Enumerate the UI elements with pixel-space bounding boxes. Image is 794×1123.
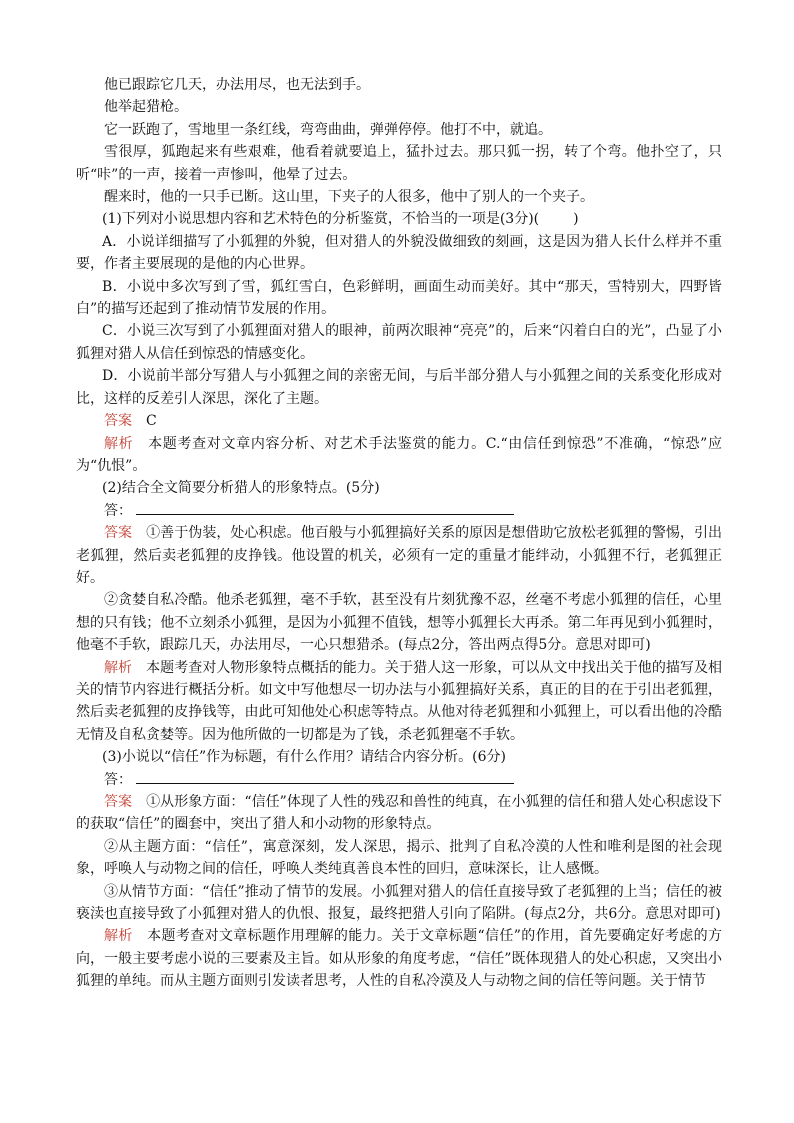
answer-prompt: 答： <box>104 502 132 519</box>
analysis-label: 解析 <box>104 659 133 676</box>
question-3-answer-point: ③从情节方面：“信任”推动了情节的发展。小狐狸对猎人的信任直接导致了老狐狸的上当；信任的被亵渎也直接导致了小狐狸对猎人的仇恨、报复，最终把猎人引向了陷阱。(每点2分，共6分。意思对即可) <box>76 883 722 923</box>
question-2-stem: (2)结合全文简要分析猎人的形象特点。(5分) <box>102 480 380 497</box>
analysis-label: 解析 <box>104 928 133 945</box>
answer-label: 答案 <box>104 413 132 430</box>
question-1-analysis <box>76 433 722 478</box>
question-3-answer-line <box>76 769 722 791</box>
story-paragraph: 醒来时，他的一只手已断。这山里，下夹子的人很多，他中了别人的一个夹子。 <box>104 189 594 206</box>
answer-value: C <box>146 413 157 430</box>
option-b: B．小说中多次写到了雪，狐红雪白，色彩鲜明，画面生动而美好。其中“那天，雪特别大，四野皆白”的描写还起到了推动情节发展的作用。 <box>76 278 722 318</box>
story-paragraph: 它一跃跑了，雪地里一条红线，弯弯曲曲，弹弹停停。他打不中，就追。 <box>104 121 552 138</box>
analysis-label: 解析 <box>104 435 134 452</box>
option-c: C．小说三次写到了小狐狸面对猎人的眼神，前两次眼神“亮亮”的，后来“闪着白白的光”，凸显了小狐狸对猎人从信任到惊恐的情感变化。 <box>76 323 722 362</box>
option-a: A．小说详细描写了小狐狸的外貌，但对猎人的外貌没做细致的刻画，这是因为猎人长什么样并不重要，作者主要展现的是他的内心世界。 <box>76 233 722 273</box>
question-1-stem-text: (1)下列对小说思想内容和艺术特色的分析鉴赏，不恰当的一项是(3分)( <box>102 211 540 228</box>
question-2-analysis <box>76 657 722 747</box>
story-paragraph: 他已跟踪它几天，办法用尽，也无法到手。 <box>104 77 370 93</box>
question-1-stem <box>76 208 722 230</box>
answer-label: 答案 <box>104 525 133 542</box>
question-2-answer <box>76 522 722 589</box>
analysis-text: 本题考查对人物形象特点概括的能力。关于猎人这一形象，可以从文中找出关于他的描写及相关的情节内容进行概括分析。如文中写他想尽一切办法与小狐狸搞好关系，真正的目的在于引出老狐狸，然后卖老狐狸的皮挣钱等，由此可知他处心积虑等特点。从他对待老狐狸和小狐狸上，可以看出他的冷酷无情及自私贪婪等。因为他所做的一切都是为了钱，杀老狐狸毫不手软。 <box>76 659 722 743</box>
analysis-text: 本题考查对文章标题作用理解的能力。关于文章标题“信任”的作用，首先要确定好考虑的方向，一般主要考虑小说的三要素及主旨。如从形象的角度考虑，“信任”既体现猎人的处心积虑，又突出小狐狸的单纯。而从主题方面则引发读者思考，人性的自私冷漠及人与动物之间的信任等问题。关于情节 <box>76 928 723 990</box>
answer-underline <box>136 771 514 784</box>
question-3-analysis <box>76 925 722 992</box>
answer-label: 答案 <box>104 794 133 810</box>
answer-prompt: 答： <box>104 771 132 788</box>
document-body <box>76 74 722 993</box>
answer-text: ①善于伪装，处心积虑。他百般与小狐狸搞好关系的原因是想借助它放松老狐狸的警惕，引出老狐狸，然后卖老狐狸的皮挣钱。他设置的机关，必须有一定的重量才能绊动，小狐狸不行，老狐狸正好。 <box>76 525 722 586</box>
question-1-answer <box>76 410 722 432</box>
question-2-answer-point: ②贪婪自私冷酷。他杀老狐狸，毫不手软，甚至没有片刻犹豫不忍，丝毫不考虑小狐狸的信任，心里想的只有钱；他不立刻杀小狐狸，是因为小狐狸不值钱，想等小狐狸长大再杀。第二年再见到小狐狸时，他毫不手软，跟踪几天，办法用尽，一心只想猎杀。(每点2分，答出两点得5分。意思对即可) <box>76 592 722 654</box>
story-paragraph: 雪很厚，狐跑起来有些艰难，他看着就要追上，猛扑过去。那只狐一拐，转了个弯。他扑空了，只听“咔”的一声，接着一声惨叫，他晕了过去。 <box>76 144 722 183</box>
question-3-stem: (3)小说以“信任”作为标题，有什么作用？请结合内容分析。(6分) <box>102 749 506 766</box>
question-3-answer <box>76 791 722 836</box>
story-paragraph: 他举起猎枪。 <box>104 99 188 116</box>
answer-underline <box>136 502 514 515</box>
option-d: D．小说前半部分写猎人与小狐狸之间的亲密无间，与后半部分猎人与小狐狸之间的关系变化形成对比，这样的反差引人深思，深化了主题。 <box>76 368 722 407</box>
question-1-stem-close: ) <box>573 211 579 228</box>
analysis-text: 本题考查对文章内容分析、对艺术手法鉴赏的能力。C.“由信任到惊恐”不准确，“惊恐”应为“仇恨”。 <box>76 435 723 474</box>
answer-text: ①从形象方面：“信任”体现了人性的残忍和兽性的纯真，在小狐狸的信任和猎人处心积虑设下的获取“信任”的圈套中，突出了猎人和小动物的形象特点。 <box>76 794 723 833</box>
question-3-answer-point: ②从主题方面：“信任”，寓意深刻，发人深思，揭示、批判了自私冷漠的人性和唯利是图的社会现象，呼唤人与动物之间的信任，呼唤人类纯真善良本性的回归，意味深长，让人感慨。 <box>76 838 722 878</box>
question-2-answer-line <box>76 500 722 522</box>
